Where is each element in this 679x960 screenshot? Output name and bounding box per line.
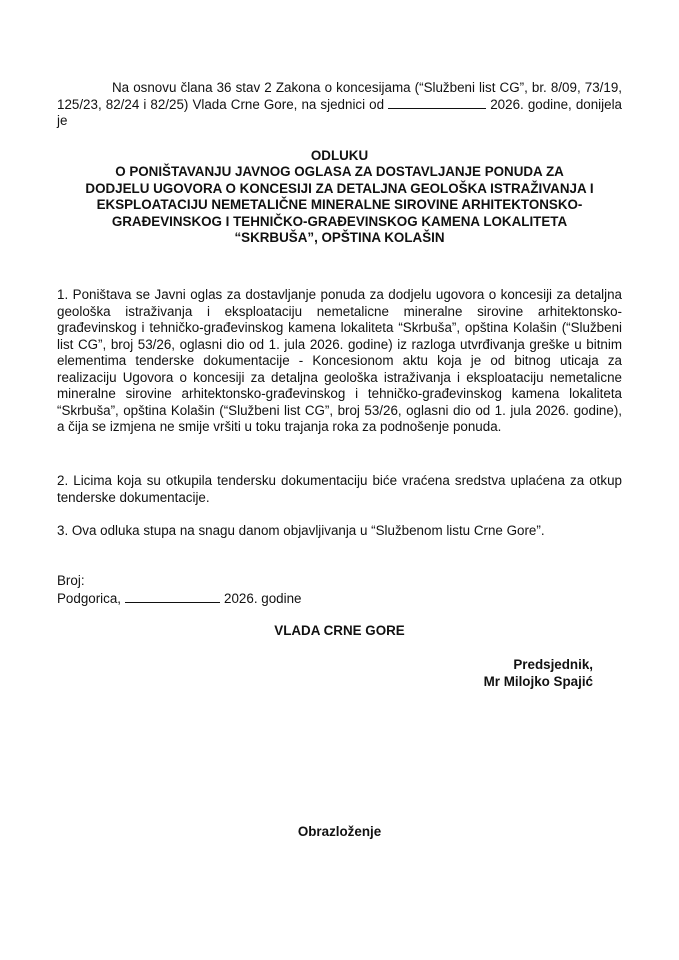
place-date-line: [57, 590, 301, 607]
intro-text-after: 2026. godine, donijela je: [57, 96, 623, 128]
article-2-paragraph: 2. Licima koja su otkupila tendersku dokumentaciju biće vraćena sredstva uplaćena za otkup tenderske dokumentacije.: [57, 473, 622, 505]
decision-title-line: EKSPLOATACIJU NEMETALIČNE MINERALNE SIROVINE ARHITEKTONSKO-: [96, 197, 583, 213]
decision-title-line: DODJELU UGOVORA O KONCESIJI ZA DETALJNA GEOLOŠKA ISTRAŽIVANJA I: [85, 180, 594, 196]
signatory-title: Predsjednik,: [513, 657, 593, 672]
reference-number-label: Broj:: [57, 573, 85, 588]
article-1-paragraph: 1. Poništava se Javni oglas za dostavljanje ponuda za dodjelu ugovora o koncesiji za detaljna geološka istraživanja i eksploataciju nemetalicne mineralne sirovine arhitektonsko-građevinskog i tehničko-građevinskog kamena lokaliteta “Skrbuša”, opština Kolašin (“Službeni list CG”, broj 53/26, oglasni dio od 1. jula 2026. godine) iz razloga utvrđivanja greške u bitnim elementima tenderske dokumentacije - Koncesionom aktu koja je od bitnog uticaja za realizaciju Ugovora o koncesiji za detaljna geološka istraživanja i eksploataciju nemetalicne mineralne sirovine arhitektonsko-građevinskog i tehničko-građevinskog kamena lokaliteta “Skrbuša”, opština Kolašin (“Službeni list CG”, broj 53/26, oglasni dio od 1. jula 2026. godine), a čija se izmjena ne smije vršiti u toku trajanja roka za podnošenje ponuda.: [57, 287, 622, 434]
intro-text-before: Na osnovu člana 36 stav 2 Zakona o koncesijama (“Službeni list CG”, br. 8/09, 73/19, 125/23, 82/24 i 82/25) Vlada Crne Gore, na sjednici od: [57, 80, 622, 112]
place-label: Podgorica,: [57, 591, 122, 606]
decision-title-line: O PONIŠTAVANJU JAVNOG OGLASA ZA DOSTAVLJANJE PONUDA ZA: [115, 164, 564, 180]
decision-title-line: “SKRBUŠA”, OPŠTINA KOLAŠIN: [234, 230, 445, 246]
decision-title: [57, 148, 622, 246]
signatory-name: Mr Milojko Spajić: [483, 674, 593, 689]
explanation-heading: Obrazloženje: [297, 824, 382, 839]
article-3-paragraph: 3. Ova odluka stupa na snagu danom objavljivanja u “Službenom listu Crne Gore”.: [57, 523, 545, 538]
date-blank: [125, 591, 220, 603]
session-date-blank: [388, 97, 486, 109]
decision-title-line: GRAĐEVINSKOG I TEHNIČKO-GRAĐEVINSKOG KAMENA LOKALITETA: [111, 213, 568, 229]
decision-heading: ODLUKU: [310, 148, 369, 163]
date-suffix: 2026. godine: [224, 591, 302, 606]
signature-block: [484, 656, 593, 690]
intro-paragraph: [57, 80, 622, 130]
government-name: VLADA CRNE GORE: [274, 623, 405, 638]
